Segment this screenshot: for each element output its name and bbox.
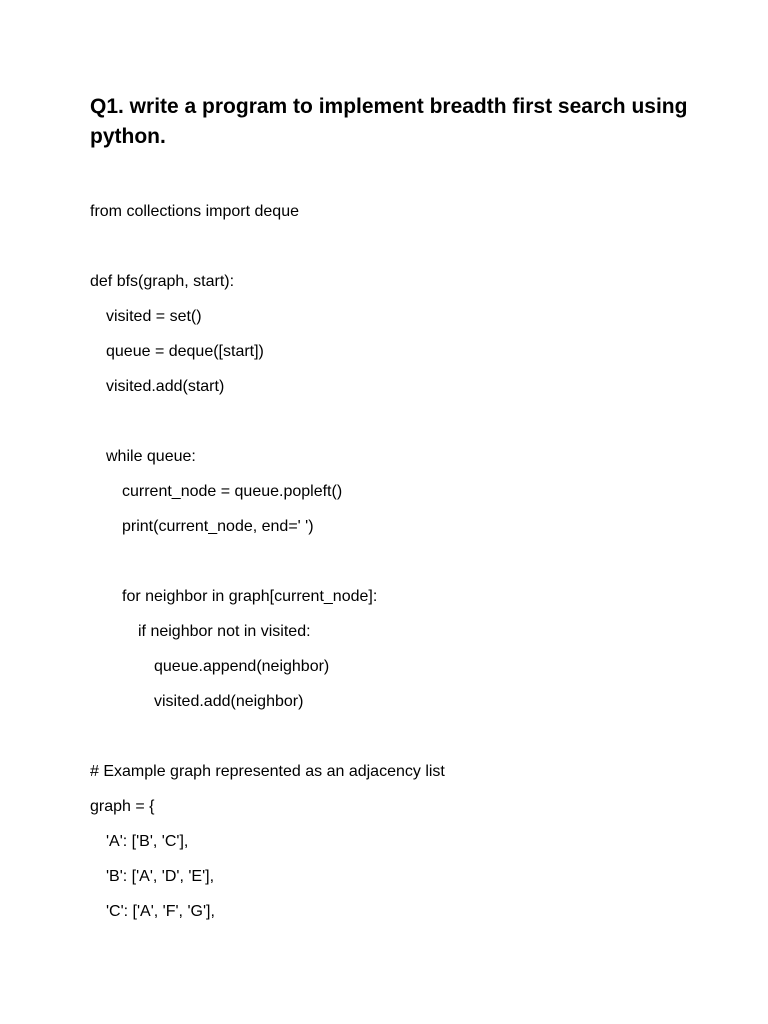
- code-line: 'A': ['B', 'C'],: [106, 833, 189, 850]
- code-line: while queue:: [106, 448, 196, 465]
- code-line: current_node = queue.popleft(): [122, 483, 343, 500]
- code-line: visited.add(start): [106, 378, 225, 395]
- code-line: graph = {: [90, 798, 155, 815]
- code-line: queue = deque([start]): [106, 343, 264, 360]
- code-line: print(current_node, end=' '): [122, 518, 314, 535]
- question-heading: Q1. write a program to implement breadth first search using python.: [90, 95, 688, 148]
- code-line: 'C': ['A', 'F', 'G'],: [106, 903, 215, 920]
- code-line: 'B': ['A', 'D', 'E'],: [106, 868, 215, 885]
- code-comment-line: # Example graph represented as an adjacency list: [90, 763, 445, 780]
- code-line: visited = set(): [106, 308, 202, 325]
- code-line: queue.append(neighbor): [154, 658, 330, 675]
- code-line: def bfs(graph, start):: [90, 273, 235, 290]
- code-line: for neighbor in graph[current_node]:: [122, 588, 378, 605]
- code-line: if neighbor not in visited:: [138, 623, 311, 640]
- code-line: from collections import deque: [90, 203, 299, 220]
- code-line: visited.add(neighbor): [154, 693, 304, 710]
